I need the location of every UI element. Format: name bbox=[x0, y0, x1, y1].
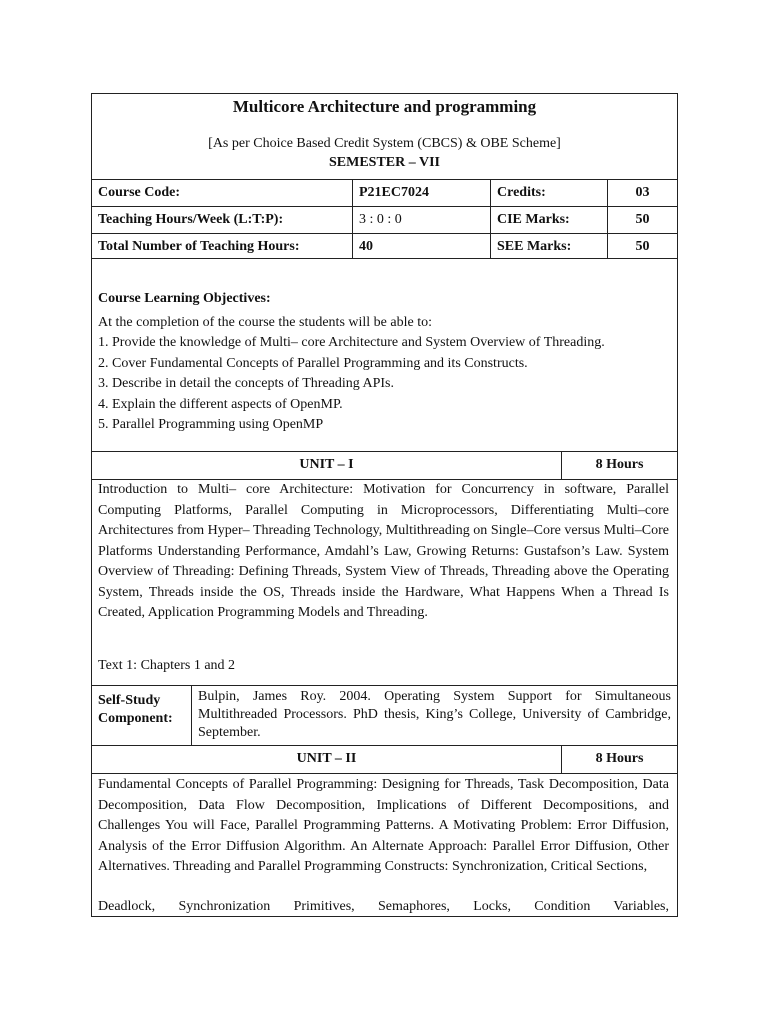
objective-item: 4. Explain the different aspects of OpenMP. bbox=[98, 397, 343, 412]
unit1-hours: 8 Hours bbox=[561, 452, 677, 479]
objective-item: 5. Parallel Programming using OpenMP bbox=[98, 417, 324, 432]
objective-item: 2. Cover Fundamental Concepts of Parallel Programming and its Constructs. bbox=[98, 356, 528, 371]
objective-item: 1. Provide the knowledge of Multi– core Architecture and System Overview of Threading. bbox=[98, 335, 605, 350]
total-hours-value: 40 bbox=[352, 234, 490, 258]
self-study-label: Self-Study Component: bbox=[98, 693, 173, 726]
unit2-title: UNIT – II bbox=[296, 751, 357, 766]
course-title: Multicore Architecture and programming bbox=[232, 97, 537, 116]
unit1-header-row bbox=[92, 452, 677, 480]
see-marks-value: 50 bbox=[607, 234, 677, 258]
semester-label: SEMESTER – VII bbox=[328, 155, 440, 170]
teaching-hours-value: 3 : 0 : 0 bbox=[352, 207, 490, 233]
unit1-content: Introduction to Multi– core Architecture: Motivation for Concurrency in software, Parallel Computing Platforms, Parallel Computing in Microprocessors, Differentiating Multi–core Architectures from Hyper– Threading Technology, Multithreading on Single–Core versus Multi–Core Platforms Understanding Performance, Amdahl’s Law, Growing Returns: Gustafson’s Law. System Overview of Threading: Defining Threads, System View of Threads, Threading above the Operating System, Threads inside the OS, Threads inside the Hardware, What Happens When a Thread Is Created, Application Programming Models and Threading. bbox=[98, 482, 669, 620]
course-code-value: P21EC7024 bbox=[352, 180, 490, 206]
credits-label: Credits: bbox=[490, 180, 607, 206]
course-code-label: Course Code: bbox=[98, 185, 181, 200]
objective-item: 3. Describe in detail the concepts of Threading APIs. bbox=[98, 376, 394, 391]
unit2-content: Fundamental Concepts of Parallel Programming: Designing for Threads, Task Decomposition, Data Decomposition, Data Flow Decomposition, Implications of Different Decompositions, and Challenges You will Face, Parallel Programming Patterns. A Motivating Problem: Error Diffusion, Analysis of the Error Diffusion Algorithm. An Alternate Approach: Parallel Error Diffusion, Other Alternatives. Threading and Parallel Programming Constructs: Synchronization, Critical Sections, bbox=[98, 777, 669, 874]
unit1-content-block bbox=[92, 480, 677, 686]
course-code-row bbox=[92, 180, 677, 207]
cie-marks-value: 50 bbox=[607, 207, 677, 233]
self-study-content: Bulpin, James Roy. 2004. Operating System Support for Simultaneous Multithreaded Processors. PhD thesis, King’s College, University of Cambridge, September. bbox=[191, 686, 677, 745]
scheme-line: [As per Choice Based Credit System (CBCS) & OBE Scheme] bbox=[208, 136, 561, 151]
objectives-block bbox=[92, 259, 677, 452]
objectives-intro: At the completion of the course the students will be able to: bbox=[98, 315, 432, 330]
teaching-hours-label: Teaching Hours/Week (L:T:P): bbox=[98, 212, 284, 227]
self-study-row bbox=[92, 686, 677, 746]
teaching-hours-row bbox=[92, 207, 677, 234]
unit1-title: UNIT – I bbox=[299, 457, 354, 472]
unit1-text-reference: Text 1: Chapters 1 and 2 bbox=[98, 658, 236, 673]
see-marks-label: SEE Marks: bbox=[490, 234, 607, 258]
header-block bbox=[92, 94, 677, 180]
unit2-hours: 8 Hours bbox=[561, 746, 677, 773]
total-hours-label: Total Number of Teaching Hours: bbox=[98, 239, 300, 254]
credits-value: 03 bbox=[607, 180, 677, 206]
objectives-heading: Course Learning Objectives: bbox=[98, 291, 271, 306]
cie-marks-label: CIE Marks: bbox=[490, 207, 607, 233]
unit2-header-row bbox=[92, 746, 677, 774]
total-hours-row bbox=[92, 234, 677, 259]
syllabus-table bbox=[91, 93, 678, 917]
unit2-content-continued: Deadlock, Synchronization Primitives, Semaphores, Locks, Condition Variables, bbox=[98, 899, 669, 914]
unit2-content-block bbox=[92, 774, 677, 917]
